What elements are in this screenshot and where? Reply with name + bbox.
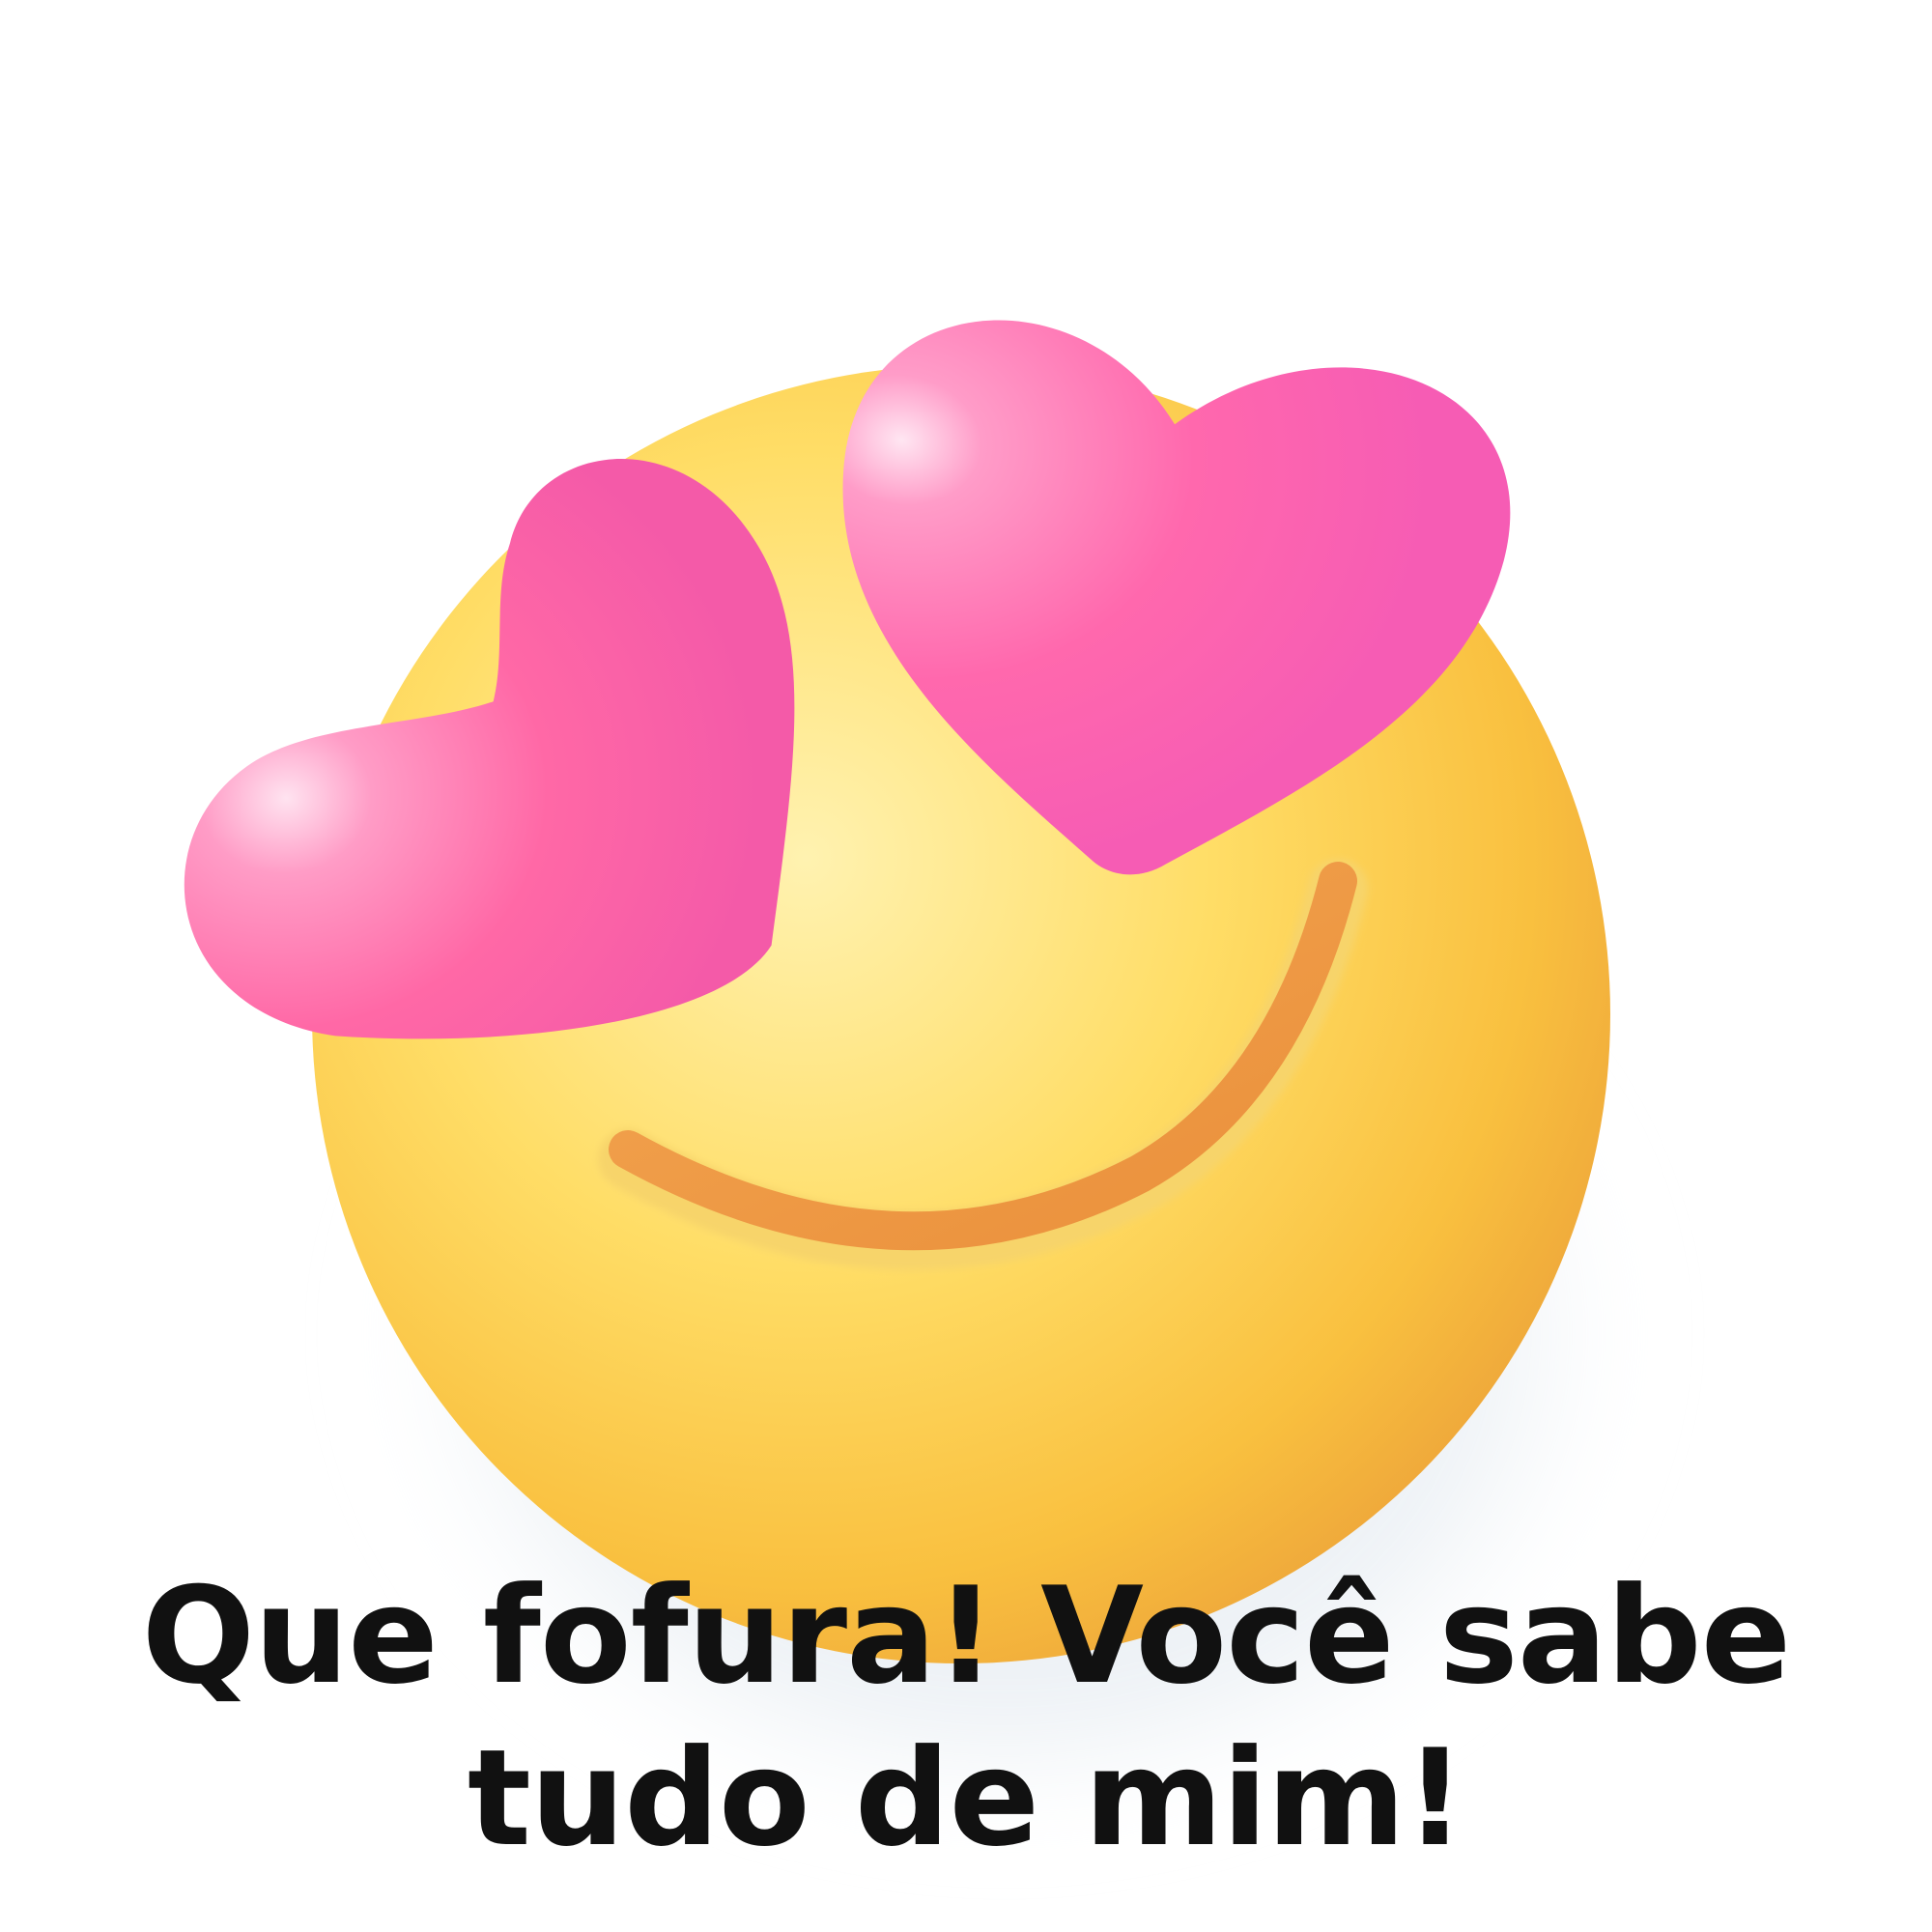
caption-text bbox=[0, 1555, 1932, 1880]
caption-line-1: Que fofura! Você sabe bbox=[141, 1558, 1791, 1714]
caption-line-2: tudo de mim! bbox=[467, 1720, 1465, 1876]
